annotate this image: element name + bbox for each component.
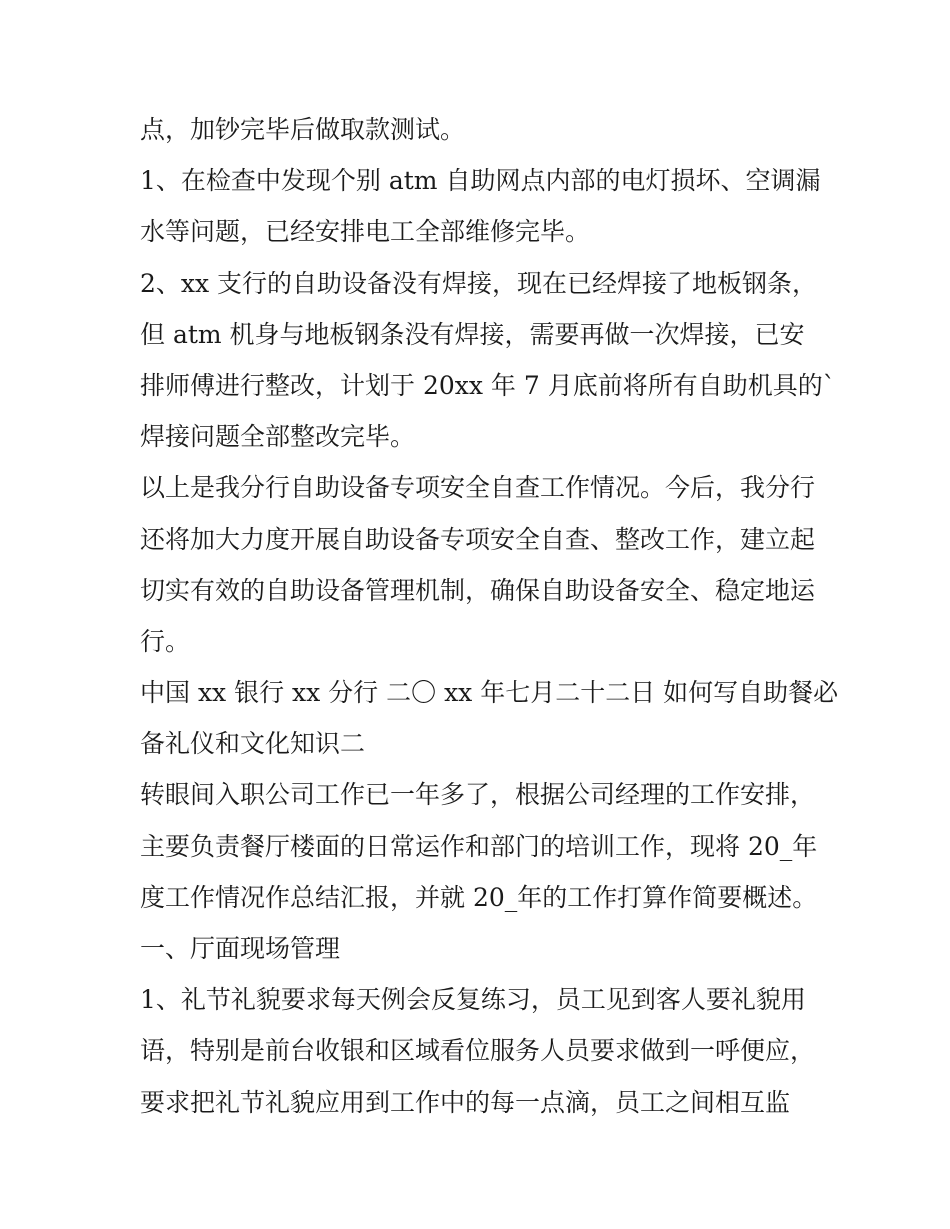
text-line: 点，加钞完毕后做取款测试。 xyxy=(140,115,466,144)
text-line: 度工作情况作总结汇报，并就 20_年的工作打算作简要概述。 xyxy=(140,882,818,912)
text-line: 一、厅面现场管理 xyxy=(140,934,341,963)
text-line: 切实有效的自助设备管理机制，确保自助设备安全、稳定地运 xyxy=(140,575,816,605)
text-line: 还将加大力度开展自助设备专项安全自查、整改工作，建立起 xyxy=(140,524,816,554)
text-line: 中国 xx 银行 xx 分行 二〇 xx 年七月二十二日 如何写自助餐必 xyxy=(140,678,839,708)
text-line: 水等问题，已经安排电工全部维修完毕。 xyxy=(140,217,591,247)
text-line: 2、xx 支行的自助设备没有焊接，现在已经焊接了地板钢条， xyxy=(140,268,818,298)
text-line: 语，特别是前台收银和区域看位服务人员要求做到一呼便应， xyxy=(140,1036,816,1066)
text-line: 以上是我分行自助设备专项安全自查工作情况。今后，我分行 xyxy=(140,473,816,503)
text-line: 备礼仪和文化知识二 xyxy=(140,729,366,759)
text-line: 行。 xyxy=(140,626,191,656)
text-line: 但 atm 机身与地板钢条没有焊接，需要再做一次焊接，已安 xyxy=(140,319,805,349)
text-line: 排师傅进行整改，计划于 20xx 年 7 月底前将所有自助机具的` xyxy=(140,370,836,400)
text-line: 要求把礼节礼貌应用到工作中的每一点滴，员工之间相互监 xyxy=(140,1087,791,1117)
text-line: 主要负责餐厅楼面的日常运作和部门的培训工作，现将 20_年 xyxy=(140,831,818,861)
document-body xyxy=(140,104,839,1128)
text-line: 1、礼节礼貌要求每天例会反复练习，员工见到客人要礼貌用 xyxy=(140,985,806,1015)
text-line: 1、在检查中发现个别 atm 自助网点内部的电灯损坏、空调漏 xyxy=(140,166,821,196)
text-line: 焊接问题全部整改完毕。 xyxy=(140,422,416,452)
text-line: 转眼间入职公司工作已一年多了，根据公司经理的工作安排， xyxy=(140,780,816,810)
